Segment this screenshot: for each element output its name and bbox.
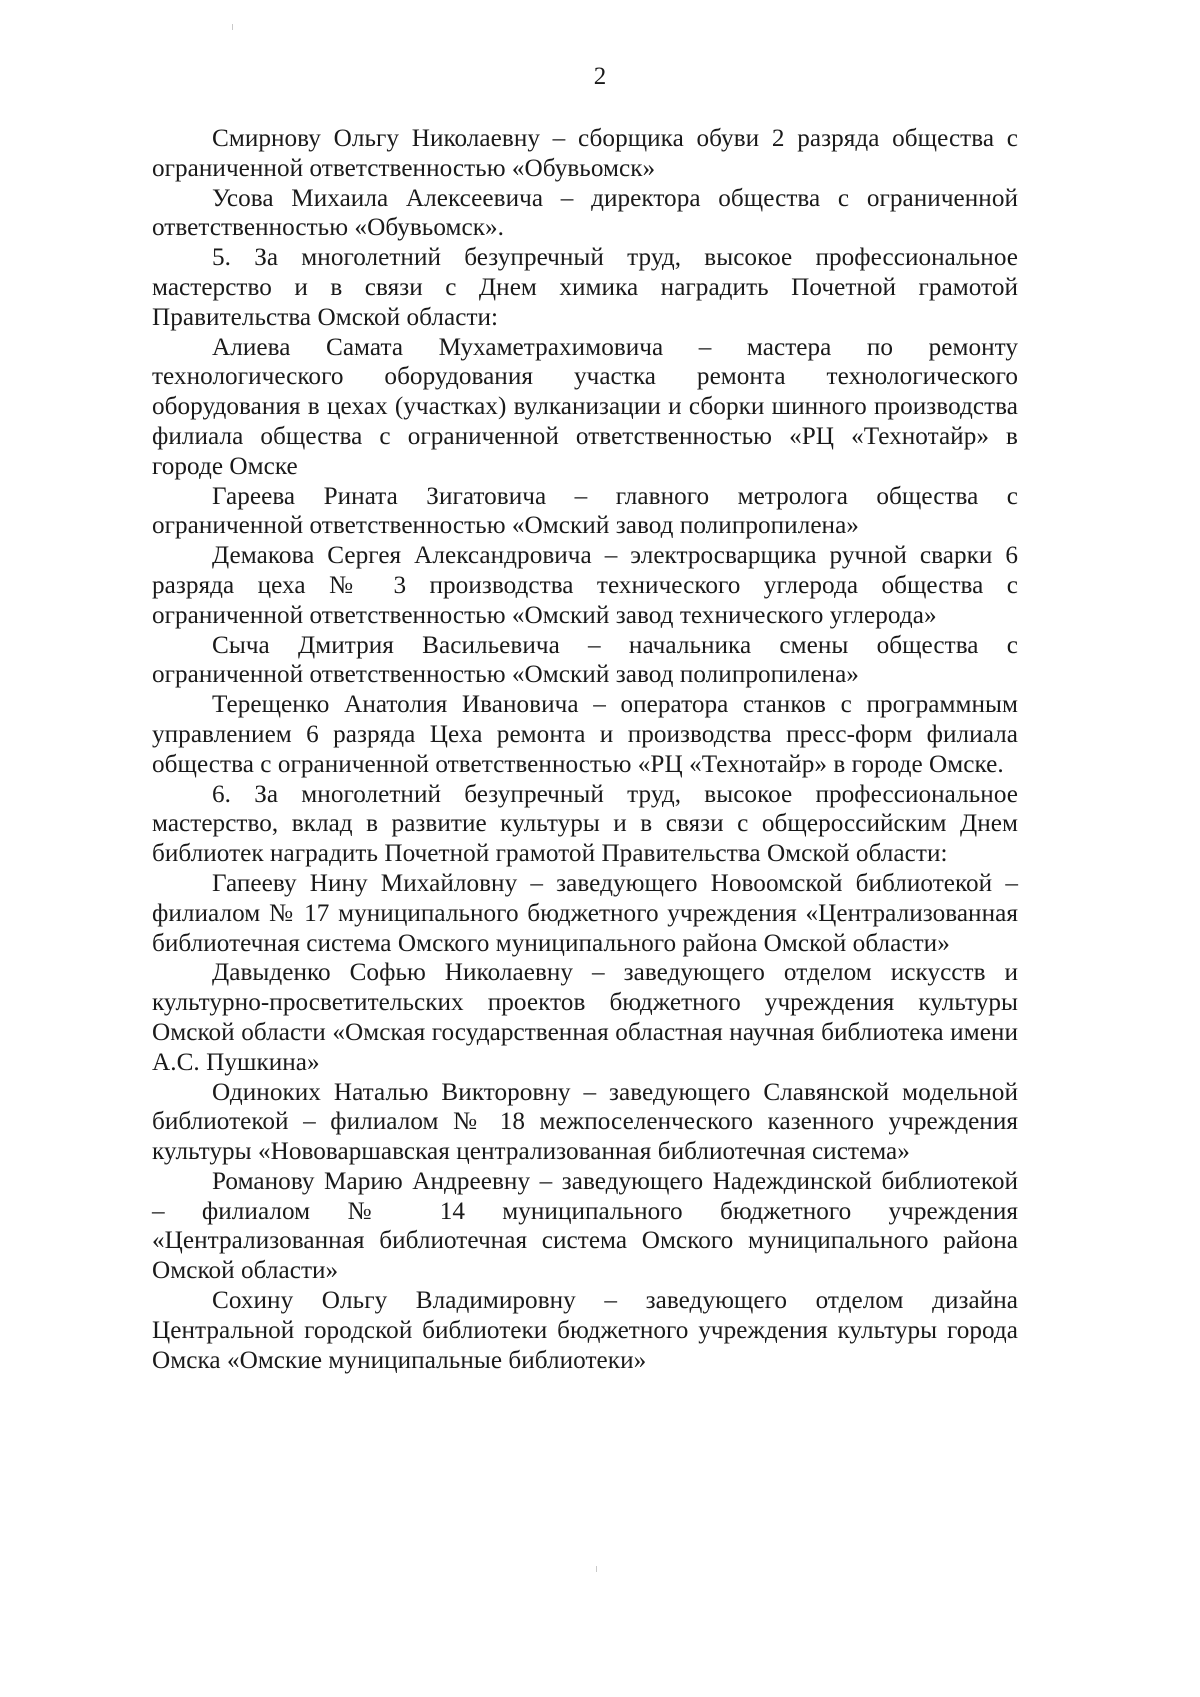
paragraph-odinokikh: Одиноких Наталью Викторовну – заведующего Славянской модельной библиотекой – филиалом № 18 межпоселенческого казенного учреждения культуры «Нововаршавская централизованная библиотечная система» — [152, 1078, 1018, 1166]
scan-speck-bottom — [596, 1566, 597, 1572]
paragraph-tereshchenko: Терещенко Анатолия Ивановича – оператора станков с программным управлением 6 разряда Цеха ремонта и производства пресс-форм филиала общества с ограниченной ответственностью «РЦ «Технотайр» в городе Омске. — [152, 691, 1018, 778]
paragraph-sokhina: Сохину Ольгу Владимировну – заведующего отделом дизайна Центральной городской библиотеки бюджетного учреждения культуры города Омска «Омские муниципальные библиотеки» — [152, 1287, 1018, 1374]
paragraph-gareev: Гареева Рината Зигатовича – главного метролога общества с ограниченной ответственностью «Омский завод полипропилена» — [152, 482, 1018, 540]
paragraph-romanova: Романову Марию Андреевну – заведующего Надеждинской библиотекой – филиалом № 14 муниципального бюджетного учреждения «Централизованная библиотечная система Омского муниципального района Омской области» — [152, 1167, 1018, 1285]
paragraph-section-5: 5. За многолетний безупречный труд, высокое профессиональное мастерство и в связи с Днем химика наградить Почетной грамотой Правительства Омской области: — [152, 244, 1018, 331]
scan-speck-top — [232, 24, 233, 30]
paragraph-aliev: Алиева Самата Мухаметрахимовича – мастера по ремонту технологического оборудования участка ремонта технологического оборудования в цехах (участках) вулканизации и сборки шинного производства филиала общества с ограниченной ответственностью «РЦ «Технотайр» в городе Омске — [152, 333, 1018, 480]
paragraph-demakov: Демакова Сергея Александровича – электросварщика ручной сварки 6 разряда цеха № 3 производства технического углерода общества с ограниченной ответственностью «Омский завод технического углерода» — [152, 542, 1018, 629]
paragraph-smirnova: Смирнову Ольгу Николаевну – сборщика обуви 2 разряда общества с ограниченной ответственностью «Обувьомск» — [152, 125, 1018, 182]
paragraph-gapeeva: Гапееву Нину Михайловну – заведующего Новоомской библиотекой – филиалом № 17 муниципального бюджетного учреждения «Централизованная библиотечная система Омского муниципального района Омской области» — [152, 869, 1018, 957]
paragraph-davydenko: Давыденко Софью Николаевну – заведующего отделом искусств и культурно-просветительских проектов бюджетного учреждения культуры Омской области «Омская государственная областная научная библиотека имени А.С. Пушкина» — [152, 959, 1018, 1076]
paragraph-section-6: 6. За многолетний безупречный труд, высокое профессиональное мастерство, вклад в развитие культуры и в связи с общероссийским Днем библиотек наградить Почетной грамотой Правительства Омской области: — [152, 780, 1018, 868]
paragraph-sych: Сыча Дмитрия Васильевича – начальника смены общества с ограниченной ответственностью «Омский завод полипропилена» — [152, 631, 1018, 689]
document-body — [152, 124, 1018, 1375]
paragraph-usov: Усова Михаила Алексеевича – директора общества с ограниченной ответственностью «Обувьомск». — [152, 184, 1018, 242]
page-number: 2 — [593, 63, 607, 90]
